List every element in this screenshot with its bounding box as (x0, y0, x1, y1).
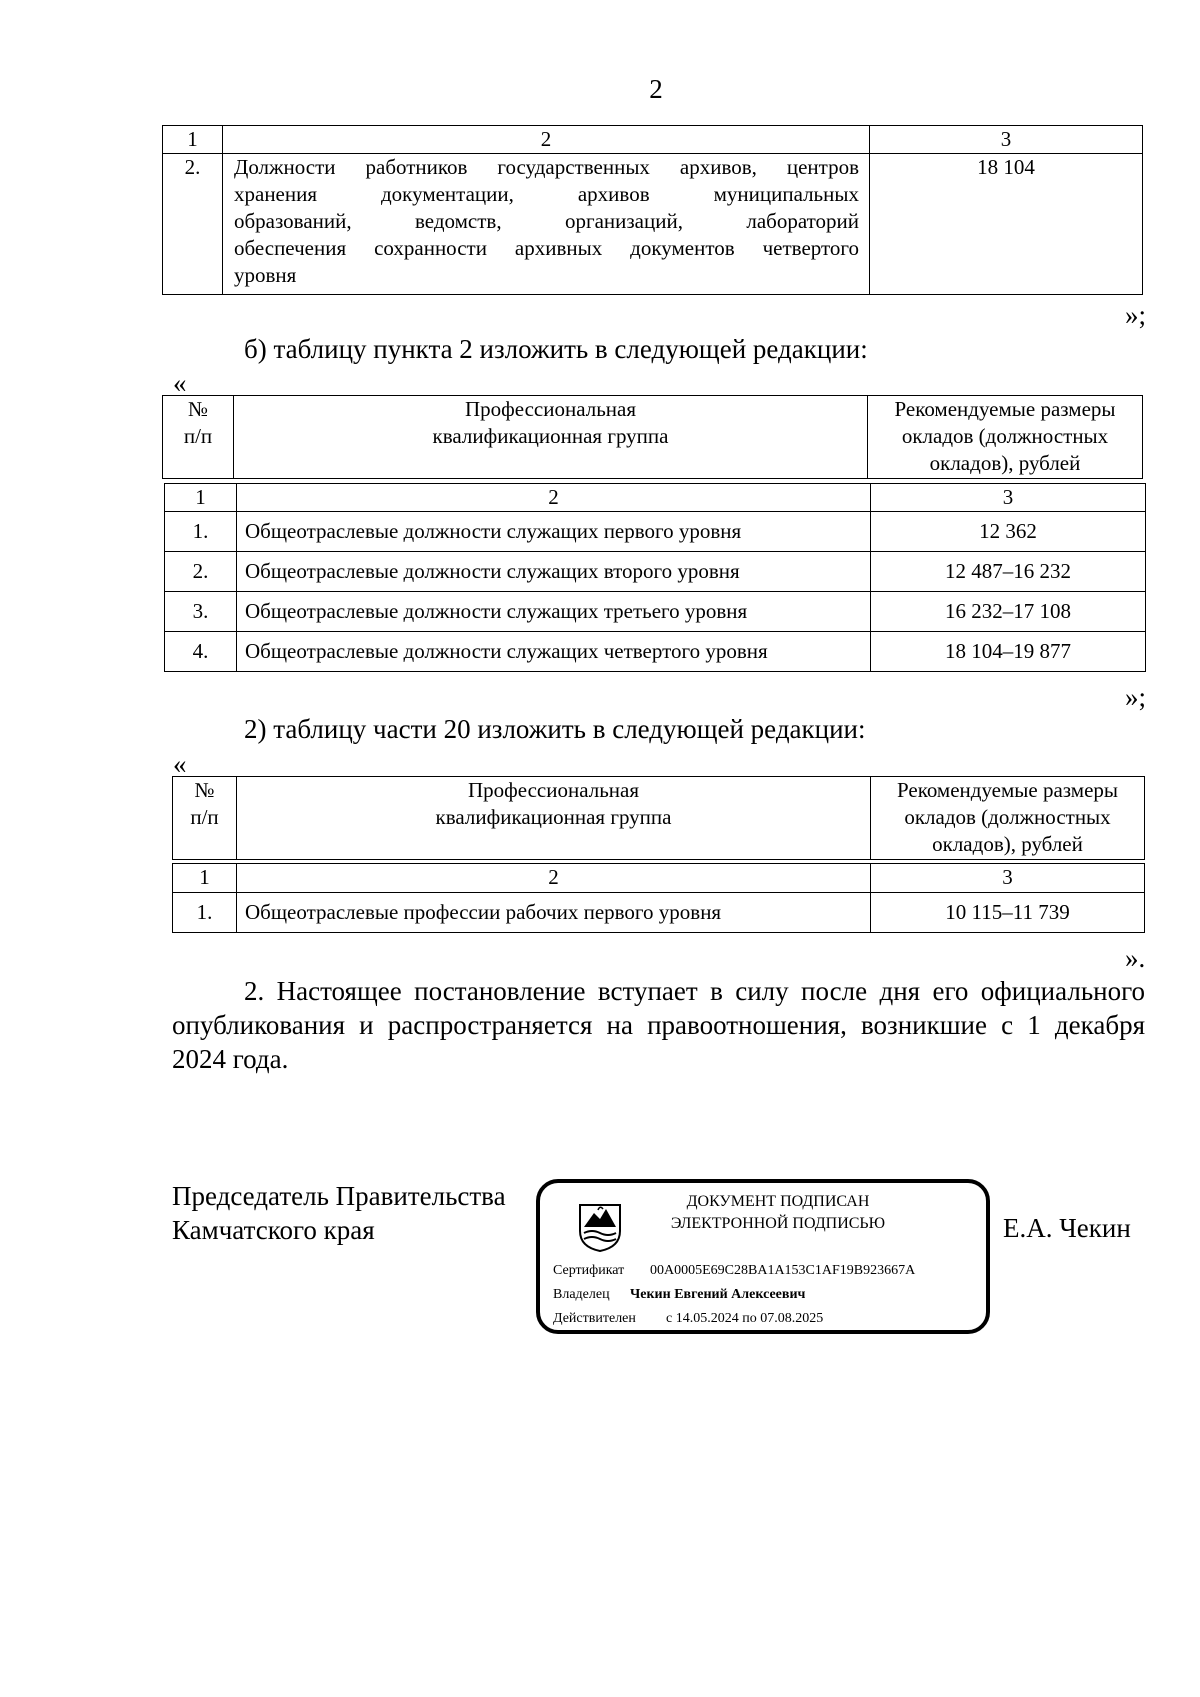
table-header-row (165, 484, 1146, 512)
row-name: Общеотраслевые должности служащих четвертого уровня (237, 632, 871, 672)
header-line: № (187, 397, 209, 421)
row-value: 16 232–17 108 (871, 592, 1146, 632)
closing-quote: »; (1125, 682, 1147, 712)
paragraph-line: 2. Настоящее постановление вступает в силу после дня его официального (244, 976, 1145, 1006)
table-row (165, 592, 1146, 632)
row-number: 1. (165, 512, 237, 552)
table-row (165, 552, 1146, 592)
paragraph-b: б) таблицу пункта 2 изложить в следующей редакции: (244, 334, 868, 364)
closing-quote: ». (1125, 943, 1146, 973)
header-line: Профессиональная (467, 778, 639, 802)
row-value: 18 104–19 877 (871, 632, 1146, 672)
final-paragraph (172, 974, 1145, 1076)
paragraph-20: 2) таблицу части 20 изложить в следующей редакции: (244, 714, 866, 744)
col-number: 1 (165, 484, 237, 512)
signatory-position-line: Камчатского края (172, 1215, 375, 1245)
row-name-line: образований, ведомств, организаций, лабораторий (234, 209, 859, 233)
row-number: 2. (165, 552, 237, 592)
table-b-header (162, 395, 1143, 479)
table-20 (172, 863, 1145, 933)
header-line: окладов (должностных (901, 424, 1109, 448)
paragraph-line: 2024 года. (172, 1044, 289, 1074)
table-b (164, 483, 1146, 672)
header-salary-cell (868, 396, 1143, 479)
page-number: 2 (649, 74, 663, 104)
opening-quote: « (173, 368, 187, 398)
header-group-cell (237, 777, 871, 860)
col-number: 3 (871, 484, 1146, 512)
stamp-cert-value: 00A0005E69C28BA1A153C1AF19B923667A (650, 1263, 916, 1278)
header-line: окладов), рублей (932, 832, 1083, 856)
table-header-row (173, 864, 1145, 893)
stamp-title: ЭЛЕКТРОННОЙ ПОДПИСЬЮ (670, 1215, 886, 1232)
row-name (223, 154, 870, 295)
table-20-header (172, 776, 1145, 860)
header-number-cell (173, 777, 237, 860)
row-value: 18 104 (870, 154, 1143, 295)
electronic-signature-stamp (536, 1179, 990, 1334)
header-salary-cell (871, 777, 1145, 860)
row-name-line: хранения документации, архивов муниципальных (234, 182, 859, 206)
stamp-cert-label: Сертификат (553, 1263, 625, 1278)
row-number: 1. (173, 893, 237, 933)
col-number: 2 (237, 864, 871, 893)
row-value: 12 362 (871, 512, 1146, 552)
signatory-name: Е.А. Чекин (1003, 1213, 1131, 1243)
row-name: Общеотраслевые профессии рабочих первого уровня (237, 893, 871, 933)
row-value: 10 115–11 739 (871, 893, 1145, 933)
row-number: 2. (163, 154, 223, 295)
header-line: Профессиональная (464, 397, 636, 421)
col-number: 1 (163, 126, 223, 154)
col-number: 3 (871, 864, 1145, 893)
signatory-position (172, 1179, 506, 1247)
stamp-valid-value: с 14.05.2024 по 07.08.2025 (666, 1311, 824, 1326)
table-row (173, 893, 1145, 933)
row-name: Общеотраслевые должности служащих третьего уровня (237, 592, 871, 632)
paragraph-line: опубликования и распространяется на правоотношения, возникшие с 1 декабря (172, 1010, 1145, 1040)
row-name: Общеотраслевые должности служащих второго уровня (237, 552, 871, 592)
row-name-line: Должности работников государственных архивов, центров (234, 155, 859, 179)
row-number: 3. (165, 592, 237, 632)
header-line: п/п (183, 424, 213, 448)
col-number: 3 (870, 126, 1143, 154)
table-row (165, 632, 1146, 672)
header-line: окладов), рублей (929, 451, 1081, 475)
header-line: квалификационная группа (435, 805, 672, 829)
header-line: № (194, 778, 215, 802)
header-line: п/п (190, 805, 219, 829)
row-value: 12 487–16 232 (871, 552, 1146, 592)
header-group-cell (234, 396, 868, 479)
header-line: окладов (должностных (904, 805, 1111, 829)
header-number-cell (163, 396, 234, 479)
col-number: 2 (237, 484, 871, 512)
table-continuation (162, 125, 1143, 295)
stamp-owner-value: Чекин Евгений Алексеевич (630, 1287, 806, 1302)
col-number: 1 (173, 864, 237, 893)
table-row (165, 512, 1146, 552)
table-header-row (163, 126, 1143, 154)
stamp-valid-label: Действителен (553, 1311, 636, 1326)
opening-quote: « (173, 749, 187, 779)
header-line: квалификационная группа (432, 424, 669, 448)
row-name-line: уровня (234, 263, 297, 287)
row-name: Общеотраслевые должности служащих первого уровня (237, 512, 871, 552)
header-line: Рекомендуемые размеры (896, 778, 1119, 802)
stamp-title: ДОКУМЕНТ ПОДПИСАН (686, 1193, 870, 1210)
closing-quote: »; (1125, 300, 1147, 330)
col-number: 2 (223, 126, 870, 154)
row-number: 4. (165, 632, 237, 672)
table-row (163, 154, 1143, 295)
row-name-line: обеспечения сохранности архивных документов четвертого (234, 236, 859, 260)
header-line: Рекомендуемые размеры (894, 397, 1116, 421)
stamp-owner-label: Владелец (553, 1287, 610, 1302)
signatory-position-line: Председатель Правительства (172, 1181, 506, 1211)
